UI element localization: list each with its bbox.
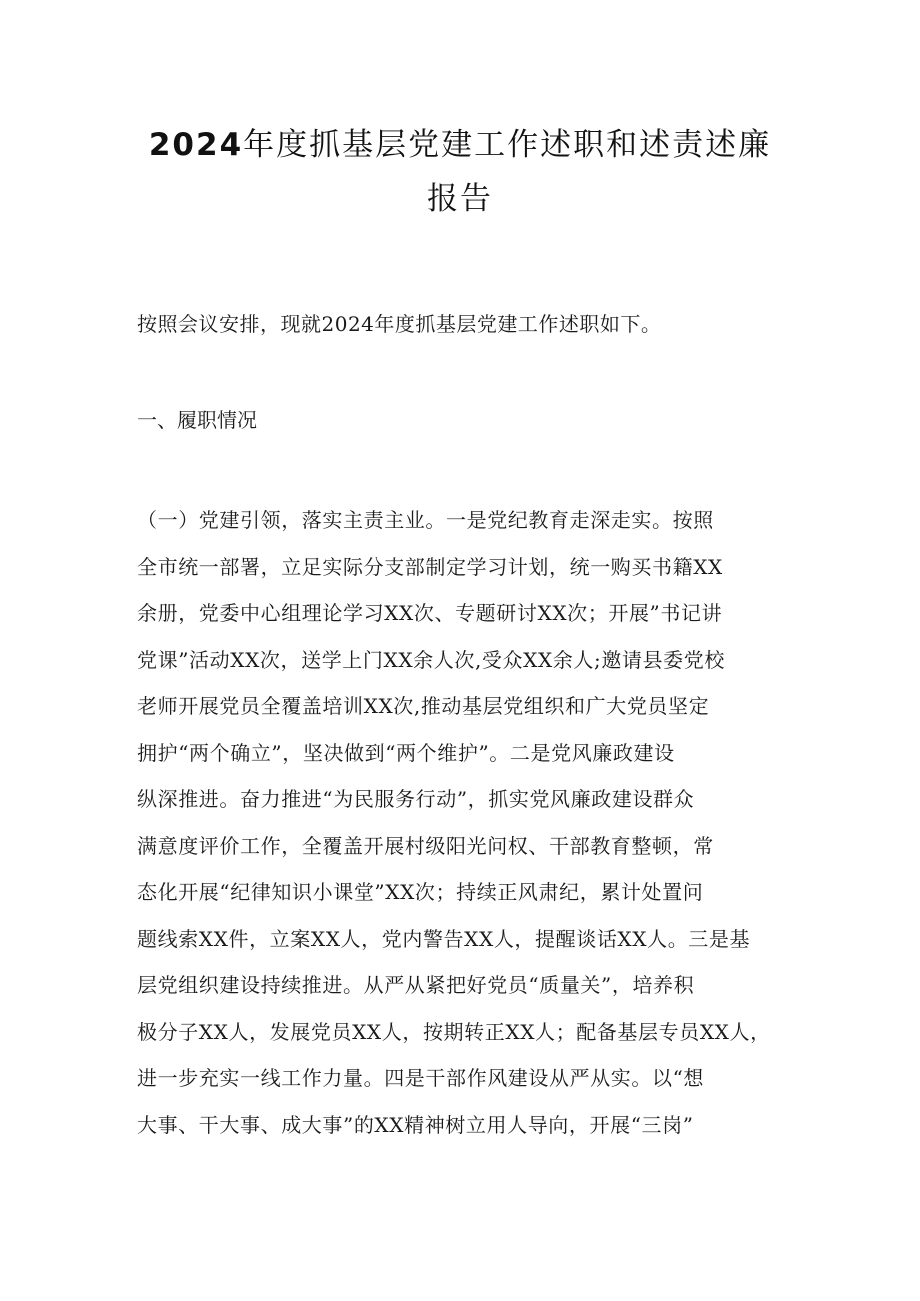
title-year: 2024 (148, 127, 244, 163)
paragraph-line: 全市统一部署，立足实际分支部制定学习计划，统一购买书籍XX (137, 554, 723, 579)
paragraph-line: 层党组织建设持续推进。从严从紧把好党员“质量关”，培养积 (137, 973, 695, 997)
paragraph-line: （一）党建引领，落实主责主业。一是党纪教育走深走实。按照 (137, 508, 714, 532)
section-heading: 一、履职情况 (137, 408, 257, 432)
intro-paragraph: 按照会议安排，现就2024年度抓基层党建工作述职如下。 (137, 312, 662, 336)
paragraph-line: 进一步充实一线工作力量。四是干部作风建设从严从实。以“想 (137, 1066, 705, 1090)
paragraph-line: 老师开展党员全覆盖培训XX次,推动基层党组织和广大党员坚定 (137, 694, 710, 718)
paragraph-line: 大事、干大事、成大事”的XX精神树立用人导向，开展“三岗” (137, 1112, 694, 1137)
document-title (130, 118, 790, 226)
paragraph-line: 极分子XX人，发展党员XX人，按期转正XX人；配备基层专员XX人， (137, 1019, 771, 1044)
paragraph-line: 纵深推进。奋力推进“为民服务行动”，抓实党风廉政建设群众 (137, 787, 695, 811)
paragraph-line: 满意度评价工作，全覆盖开展村级阳光问权、干部教育整顿，常 (137, 833, 714, 858)
title-text: 年度抓基层党建工作述职和述责述廉 (243, 127, 772, 163)
paragraph-line: 拥护“两个确立”，坚决做到“两个维护”。二是党风廉政建设 (137, 740, 675, 765)
paragraph-line: 态化开展“纪律知识小课堂”XX次；持续正风肃纪，累计处置问 (137, 880, 704, 904)
paragraph-line: 党课”活动XX次，送学上门XX余人次,受众XX余人;邀请县委党校 (137, 647, 725, 672)
paragraph-line: 题线索XX件，立案XX人，党内警告XX人，提醒谈话XX人。三是基 (137, 926, 751, 951)
paragraph-line: 余册，党委中心组理论学习XX次、专题研讨XX次；开展”书记讲 (137, 601, 723, 625)
title-line-2: 报告 (427, 181, 493, 217)
body-paragraph (137, 497, 797, 1148)
